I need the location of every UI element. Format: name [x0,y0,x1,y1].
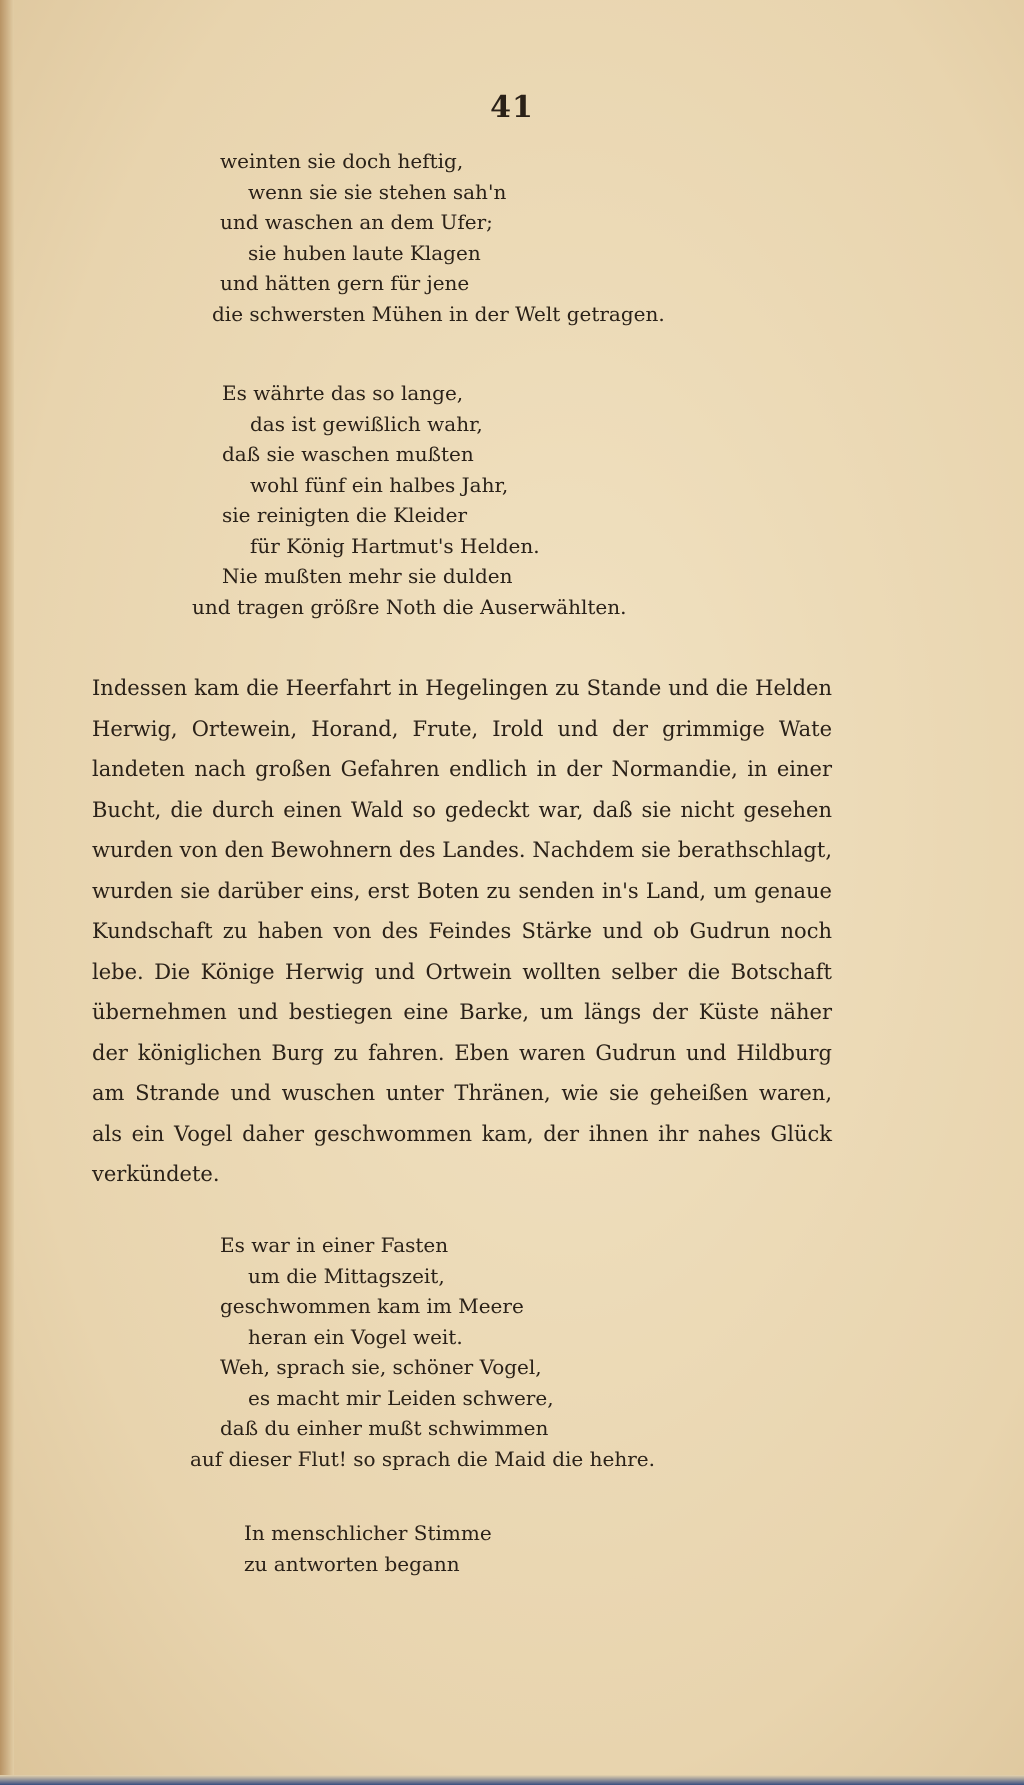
verse-line: wenn sie sie stehen sah'n [248,179,507,204]
verse-line: Es war in einer Fasten [220,1233,449,1257]
verse-line: sie huben laute Klagen [248,240,481,265]
verse-line: daß du einher mußt schwimmen [220,1416,549,1440]
verse-stanza-1 [212,146,665,329]
verse-line: Es währte das so lange, [222,381,464,405]
verse-line: weinten sie doch heftig, [220,149,464,173]
verse-line: für König Hartmut's Helden. [250,533,540,558]
verse-line: die schwersten Mühen in der Welt getragen. [212,301,665,326]
verse-line: geschwommen kam im Meere [220,1294,524,1318]
page-number: 41 [490,90,534,125]
verse-line: Weh, sprach sie, schöner Vogel, [220,1355,542,1379]
verse-line: heran ein Vogel weit. [248,1324,463,1349]
verse-line: wohl fünf ein halbes Jahr, [250,472,509,497]
prose-paragraph: Indessen kam die Heerfahrt in Hegelingen zu Stande und die Helden Herwig, Ortewein, Horand, Frute, Irold und der grimmige Wate landeten nach großen Gefahren endlich in der Normandie, in einer Bucht, die durch einen Wald so gedeckt war, daß sie nicht gesehen wurden von den Bewohnern des Landes. Nachdem sie berathschlagt, wurden sie darüber eins, erst Boten zu senden in's Land, um genaue Kundschaft zu haben von des Feindes Stärke und ob Gudrun noch lebe. Die Könige Herwig und Ortwein wollten selber die Botschaft übernehmen und bestiegen eine Barke, um längs der Küste näher der königlichen Burg zu fahren. Eben waren Gudrun und Hildburg am Strande und wuschen unter Thränen, wie sie geheißen waren, als ein Vogel daher geschwommen kam, der ihnen ihr nahes Glück verkündete. [92,676,832,1186]
verse-line: In menschlicher Stimme [244,1521,492,1545]
verse-line: zu antworten begann [244,1551,460,1576]
page-bottom-edge [0,1775,1024,1785]
verse-line: sie reinigten die Kleider [222,503,467,527]
verse-stanza-2 [192,378,627,622]
page-edge-shadow [0,0,14,1785]
verse-line: und waschen an dem Ufer; [220,210,493,234]
verse-line: das ist gewißlich wahr, [250,411,483,436]
verse-line: Nie mußten mehr sie dulden [222,564,513,588]
verse-line: und hätten gern für jene [220,271,470,295]
verse-line: daß sie waschen mußten [222,442,474,466]
verse-stanza-3 [190,1230,655,1474]
verse-line: um die Mittagszeit, [248,1263,445,1288]
verse-stanza-4 [244,1518,492,1579]
verse-line: auf dieser Flut! so sprach die Maid die hehre. [190,1446,655,1471]
verse-line: und tragen größre Noth die Auserwählten. [192,594,627,619]
verse-line: es macht mir Leiden schwere, [248,1385,554,1410]
